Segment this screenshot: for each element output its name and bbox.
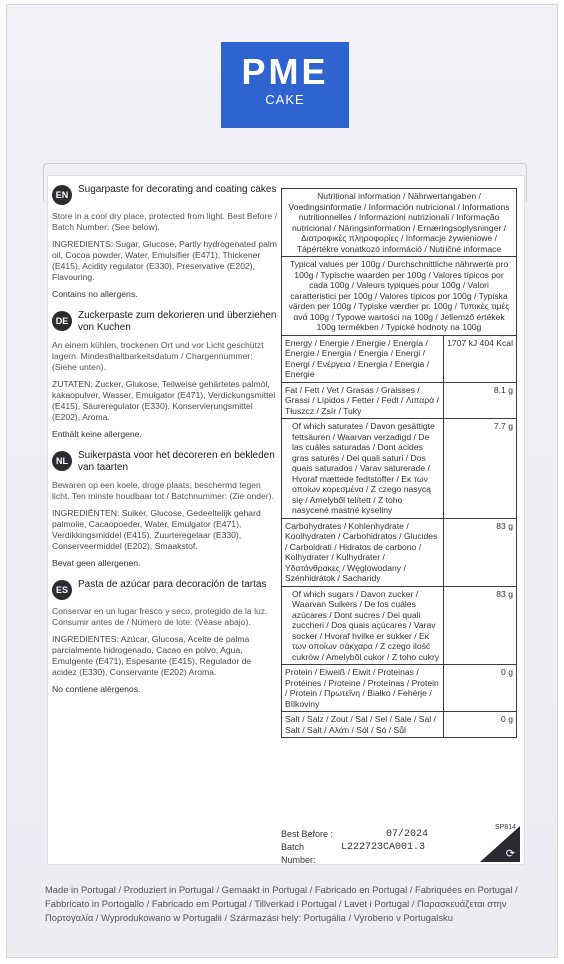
ingredients-text: ZUTATEN: Zucker, Glukose, Teilweise gehärtetes palmöl, kakaopulver, Wasser, Emulgator (E471), Verdickungsmittel (E415), Säureregulator (E330), Konservierungsmittel (E202), Aroma.	[52, 379, 276, 422]
ingredients-text: INGREDIËNTEN: Suiker, Glucose, Gedeeltelijk gehard palmolie, Cacaopoeder, Water, Emulgator (E471), Verdikkingsmiddel (E415), Zuurteregelaar (E330), Conserveermiddel (E202), Smaakstof.	[52, 508, 261, 551]
nutrient-value: 0 g	[444, 665, 517, 712]
storage-text: Bewaren op een koele, droge plaats, beschermd tegen licht. Ten minste houdbaar tot / Batchnummer: (Zie onder).	[52, 480, 274, 501]
batch-number-label: Batch Number:	[281, 842, 316, 865]
allergen-text: Bevat geen allergenen.	[52, 558, 141, 568]
best-before-label: Best Before :	[281, 829, 334, 839]
product-description: Zuckerpaste zum dekorieren und überziehen von Kuchen	[78, 310, 277, 333]
ingredients-text: INGREDIENTES: Azúcar, Glucosa, Aceite de palma parcialmente hidrogenado, Cacao en polvo, Agua, Emulgente (E471), Espesante (E415), Regulador de acidez (E330), Conservante (E202) Aroma.	[52, 634, 252, 677]
nutrition-heading-row	[282, 189, 517, 257]
best-before-block	[281, 828, 428, 867]
best-before-value: 07/2024	[386, 829, 429, 840]
section-es	[52, 579, 278, 695]
allergen-text: Enthält keine allergene.	[52, 429, 142, 439]
nutrient-label: Fat / Fett / Vet / Grasas / Graisses / Grassi / Lípidos / Fetter / Fedt / Λιπαρά / Tłuszcz / Zsír / Tuky	[282, 382, 444, 419]
language-badge-en: EN	[52, 185, 72, 205]
table-row	[282, 712, 517, 738]
language-badge-de: DE	[52, 311, 72, 331]
packaging-panel	[6, 4, 558, 958]
nutrient-label: Carbohydrates / Kohlenhydrate / Koolhydraten / Carbohidratos / Glucides / Carboidrati / Hidratos de carbono / Kolhydrater / Kulhydrater / Υδατάνθρακες / Węglowodany / Szénhidrátok / Sacharidy	[282, 518, 444, 586]
product-description: Pasta de azúcar para decoración de tartas	[78, 579, 267, 590]
nutrient-value: 83 g	[444, 586, 517, 665]
nutrient-value: 7.7 g	[444, 419, 517, 519]
table-row	[282, 518, 517, 586]
language-badge-es: ES	[52, 580, 72, 600]
nutrition-heading: Nutritional information / Nährwertangaben / Voedingsinformatie / Información nutricional / Informations nutritionnelles / Informazioni nutrizionali / Informação nutricional / Näringsinformation / Ernæringsoplysninger / Διατροφικές πληροφορίες / Informacje żywieniowe / Tápértékre vonatkozó információ / Nutričné informace	[282, 189, 517, 257]
language-sections	[52, 184, 278, 705]
batch-number-value: L222723CA001.3	[341, 842, 426, 853]
nutrient-value: 0 g	[444, 712, 517, 738]
nutrient-label: Protein / Eiweiß / Eiwit / Proteinas / Protéines / Proteine / Proteínas / Protein / Protein / Πρωτεΐνη / Białko / Fehérje / Bílkoviny	[282, 665, 444, 712]
nutrient-label: Of which sugars / Davon zucker / Waarvan Suikers / De los cuáles azúcares / Dont sucres / Dei quali zuccheri / Dos quais açúcares / Varav socker / Hvoraf hvilke er sukker / Εκ των οποίων σάκχαρα / Z czego ilość cukrów / Amelyből cukor / Z toho cukry	[282, 586, 444, 665]
language-badge-nl: NL	[52, 451, 72, 471]
recycle-icon: ⟳	[505, 848, 515, 860]
made-in-text: Made in Portugal / Produziert in Portugal / Gemaakt in Portugal / Fabricado en Portugal / Fabriquées en Portugal / Fabbricato in Portogallo / Fabricado em Portugal / Tillverkad i Portugal / Lavet i Portugal / Παρασκευάζεται στην Πορτογαλία / Wyprodukowano w Portugalii / Származási hely: Portugália / Vyrobeno v Portugalsku	[45, 884, 518, 923]
allergen-text: No contiene alérgenos.	[52, 684, 141, 694]
section-nl	[52, 450, 278, 569]
nutrient-value: 83 g	[444, 518, 517, 586]
ingredients-text: INGREDIENTS: Sugar, Glucose, Partly hydrogenated palm oil, Cocoa powder, Water, Emulsifier (E471), Thickener (E415), Acidity regulator (E330), Preservative (E202), Flavouring.	[52, 239, 277, 282]
table-row	[282, 665, 517, 712]
nutrient-label: Salt / Salz / Zout / Sal / Sel / Sale / Sal / Salt / Salt / Αλάτι / Sól / Só / Sůl	[282, 712, 444, 738]
nutrient-label: Energy / Energie / Energie / Energía / Énergie / Energia / Energia / Energi / Energi / Ενέργεια / Energia / Energia / Energie	[282, 335, 444, 382]
nutrient-value: 1707 kJ 404 Kcal	[444, 335, 517, 382]
logo-sub-text: CAKE	[265, 92, 305, 107]
storage-text: Conservar en un lugar fresco y seco, protegido de la luz. Consumir antes de / Número de lote: (Véase abajo).	[52, 606, 268, 627]
section-en	[52, 184, 278, 300]
brand-logo	[221, 42, 349, 128]
storage-text: An einem kühlen, trockenen Ort und vor Licht geschützt lagern. Mindesthaltbarkeitsdatum / Chargennummer: (Siehe unten).	[52, 340, 264, 372]
table-row	[282, 586, 517, 665]
table-row	[282, 419, 517, 519]
nutrient-label: Of which saturates / Davon gesättigte fettsäuren / Waarvan verzadigd / De las cuáles saturadas / Dont acides gras saturés / Dei quali saturi / Dos quais saturados / Varav saturerade / Hvoraf mættede fedtstoffer / Εκ των οποίων κορεσμένα / Z czego nasycą się / Amelyből telített / Z toho nasycené mastné kyseliny	[282, 419, 444, 519]
typical-values-heading: Typical values per 100g / Durchschnittliche nährwerte pro 100g / Typische waarden per 100g / Valores típicos por cada 100g / Valeurs typiques pour 100g / Valori caratteristici per 100g / Valores típicos por 100g / Typiska värden per 100g / Typiske værdier pr. 100g / Τυπικές τιμές ανά 100g / Typowe wartości na 100g / Jellemző értékek 100g termékben / Typické hodnoty na 100g	[282, 257, 517, 336]
nutrition-table	[281, 188, 517, 738]
allergen-text: Contains no allergens.	[52, 289, 138, 299]
logo-brand-text: PME	[241, 51, 329, 92]
table-row	[282, 382, 517, 419]
storage-text: Store in a cool dry place, protected from light. Best Before / Batch Number: (See below).	[52, 211, 277, 232]
nutrient-value: 8.1 g	[444, 382, 517, 419]
recycle-code: SP814	[494, 824, 516, 831]
product-description: Suikerpasta voor het decoreren en bekleden van taarten	[78, 450, 275, 473]
product-label	[47, 175, 525, 865]
typical-values-row	[282, 257, 517, 336]
table-row	[282, 335, 517, 382]
section-de	[52, 310, 278, 440]
product-description: Sugarpaste for decorating and coating cakes	[78, 184, 277, 195]
